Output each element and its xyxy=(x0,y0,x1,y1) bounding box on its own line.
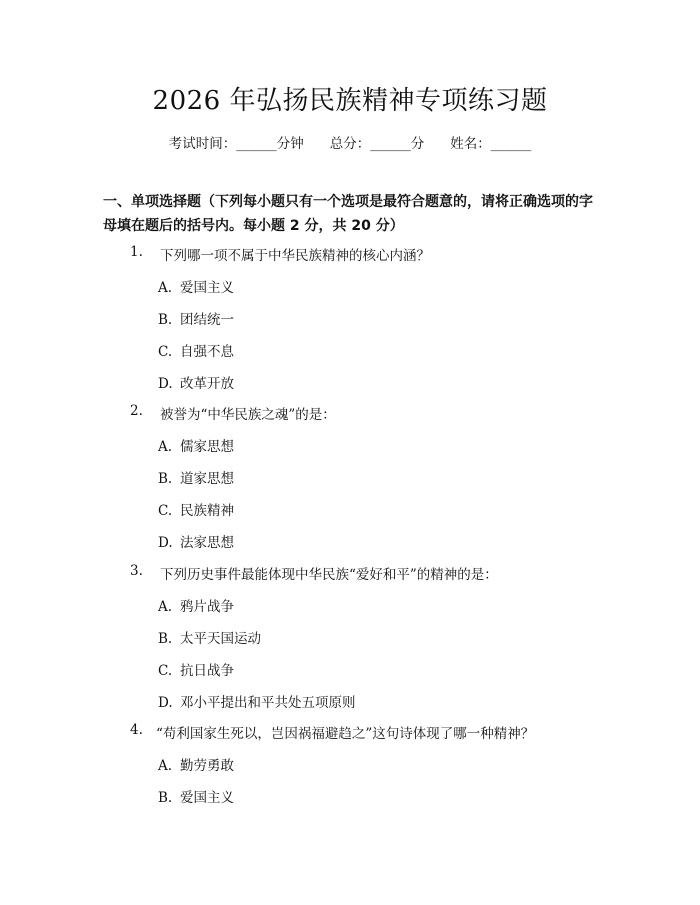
question-number: 1. xyxy=(130,244,143,260)
option-item xyxy=(158,595,234,615)
total-score-field: 总分：______分 xyxy=(329,136,425,152)
question-text: 下列哪一项不属于中华民族精神的核心内涵？ xyxy=(160,248,430,264)
option-item xyxy=(158,627,261,647)
question-text: 下列历史事件最能体现中华民族“爱好和平”的精神的是： xyxy=(160,567,498,583)
option-text: 法家思想 xyxy=(180,535,234,551)
option-letter: B. xyxy=(158,631,173,647)
option-text: 邓小平提出和平共处五项原则 xyxy=(180,695,356,711)
option-letter: A. xyxy=(158,758,173,774)
option-text: 改革开放 xyxy=(180,376,234,392)
option-item xyxy=(158,691,356,711)
option-text: 勤劳勇敢 xyxy=(180,758,234,774)
option-item xyxy=(158,754,234,774)
option-letter: B. xyxy=(158,790,173,806)
option-text: 儒家思想 xyxy=(180,439,234,455)
option-item xyxy=(158,308,234,328)
option-letter: C. xyxy=(158,663,173,679)
option-item xyxy=(158,276,234,296)
exam-info-line xyxy=(0,132,700,152)
option-item xyxy=(158,435,234,455)
option-item xyxy=(158,340,234,360)
option-letter: D. xyxy=(158,695,173,711)
option-letter: C. xyxy=(158,344,173,360)
option-text: 爱国主义 xyxy=(180,790,234,806)
question-text: 被誉为“中华民族之魂”的是： xyxy=(160,407,336,423)
option-item xyxy=(158,786,234,806)
option-letter: A. xyxy=(158,599,173,615)
option-text: 抗日战争 xyxy=(180,663,234,679)
option-letter: B. xyxy=(158,312,173,328)
option-item xyxy=(158,531,234,551)
option-text: 自强不息 xyxy=(180,344,234,360)
section-heading: 一、单项选择题（下列每小题只有一个选项是最符合题意的，请将正确选项的字母填在题后的括号内。每小题 2 分，共 20 分） xyxy=(103,194,593,234)
option-item xyxy=(158,467,234,487)
option-letter: C. xyxy=(158,503,173,519)
question-number: 4. xyxy=(130,722,143,738)
option-item xyxy=(158,372,234,392)
option-item xyxy=(158,659,234,679)
option-letter: A. xyxy=(158,280,173,296)
option-text: 鸦片战争 xyxy=(180,599,234,615)
option-text: 团结统一 xyxy=(180,312,234,328)
option-text: 道家思想 xyxy=(180,471,234,487)
question-text: “苟利国家生死以，岂因祸福避趋之”这句诗体现了哪一种精神？ xyxy=(156,726,535,742)
option-text: 爱国主义 xyxy=(180,280,234,296)
option-item xyxy=(158,499,234,519)
option-letter: B. xyxy=(158,471,173,487)
option-letter: D. xyxy=(158,376,173,392)
exam-time-field: 考试时间：______分钟 xyxy=(168,136,304,152)
option-text: 太平天国运动 xyxy=(180,631,261,647)
page-title: 2026 年弘扬民族精神专项练习题 xyxy=(152,86,548,116)
option-text: 民族精神 xyxy=(180,503,234,519)
question-number: 2. xyxy=(130,403,143,419)
student-name-field: 姓名：______ xyxy=(450,136,532,152)
option-letter: A. xyxy=(158,439,173,455)
question-number: 3. xyxy=(130,563,143,579)
option-letter: D. xyxy=(158,535,173,551)
